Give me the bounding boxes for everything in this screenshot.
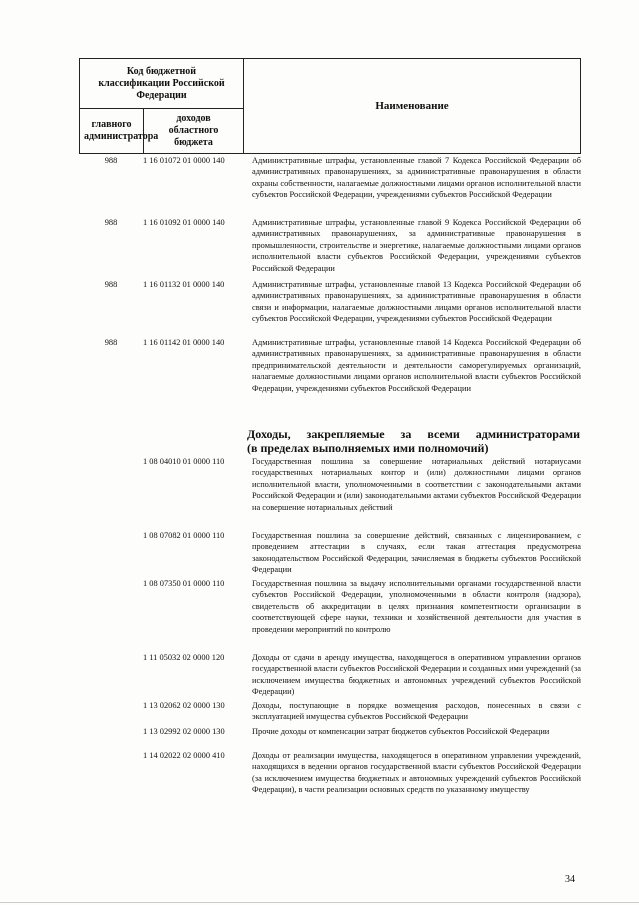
- income-code: 1 13 02062 02 0000 130: [143, 701, 225, 710]
- income-code: 1 08 07350 01 0000 110: [143, 579, 225, 588]
- table-row: [79, 700, 581, 726]
- header-income: доходов областного бюджета: [144, 109, 244, 154]
- income-code: 1 13 02992 02 0000 130: [143, 727, 225, 736]
- row-name: Административные штрафы, установленные главой 9 Кодекса Российской Федерации об административных правонарушениях, за административные правонарушения в промышленности, строительстве и энергетике, налагаемые должностными лицами органов исполнительной власти субъектов Российской Федерации, учреждениями субъектов Российской Федерации: [252, 218, 581, 273]
- header-code-group: Код бюджетной классификации Российской Федерации: [80, 59, 244, 109]
- table-row: [79, 337, 581, 409]
- row-name: Административные штрафы, установленные главой 7 Кодекса Российской Федерации об административных правонарушениях, за административные правонарушения в области охраны собственности, налагаемые должностными лицами органов исполнительной власти субъектов Российской Федерации, учреждениями субъектов Российской Федерации: [252, 156, 581, 200]
- row-name: Административные штрафы, установленные главой 13 Кодекса Российской Федерации об административных правонарушениях, за административные правонарушения в области связи и информации, налагаемые должностными лицами органов исполнительной власти субъектов Российской Федерации, учреждениями субъектов Российской Федерации: [252, 280, 581, 324]
- table-row: [79, 652, 581, 700]
- page-number: 34: [565, 874, 575, 885]
- income-code: 1 14 02022 02 0000 410: [143, 751, 225, 760]
- row-name: Государственная пошлина за совершение действий, связанных с лицензированием, с проведением аттестации в случаях, если такая аттестация предусмотрена законодательством Российской Федерации, зачисляемая в бюджеты субъектов Российской Федерации: [252, 531, 581, 575]
- admin-code: 988: [104, 218, 118, 227]
- section-title-line-1: Доходы, закрепляемые за всеми администраторами: [247, 427, 580, 441]
- row-name: Доходы от сдачи в аренду имущества, находящегося в оперативном управлении органов государственной власти субъектов Российской Федерации и созданных ими учреждений (за исключением имущества бюджетных и автономных учреждений субъектов Российской Федерации): [252, 653, 581, 697]
- table-row: [79, 217, 581, 279]
- admin-code: 988: [104, 280, 118, 289]
- row-name: Административные штрафы, установленные главой 14 Кодекса Российской Федерации об административных правонарушениях, за административные правонарушения в области предпринимательской деятельности и деятельности саморегулируемых организаций, налагаемые должностными лицами органов исполнительной власти субъектов Российской Федерации, учреждениями субъектов Российской Федерации: [252, 338, 581, 393]
- table-row: [79, 456, 581, 530]
- row-name: Доходы, поступающие в порядке возмещения расходов, понесенных в связи с эксплуатацией имущества субъектов Российской Федерации: [252, 701, 581, 722]
- income-code: 1 11 05032 02 0000 120: [143, 653, 225, 662]
- scan-edge: [0, 902, 639, 903]
- table-header: [79, 58, 581, 154]
- rows-group-2: [79, 456, 581, 810]
- income-code: 1 16 01142 01 0000 140: [143, 338, 225, 347]
- table-row: [79, 155, 581, 217]
- income-code: 1 16 01132 01 0000 140: [143, 280, 225, 289]
- table-row: [79, 750, 581, 810]
- rows-group-1: [79, 155, 581, 409]
- admin-code: 988: [104, 156, 118, 165]
- income-code: 1 16 01072 01 0000 140: [143, 156, 225, 165]
- income-code: 1 08 07082 01 0000 110: [143, 531, 225, 540]
- income-code: 1 08 04010 01 0000 110: [143, 457, 225, 466]
- header-name: Наименование: [244, 59, 581, 154]
- table-row: [79, 279, 581, 337]
- header-admin: главного администратора: [80, 109, 144, 154]
- row-name: Доходы от реализации имущества, находящегося в оперативном управлении учреждений, находящихся в ведении органов государственной власти субъектов Российской Федерации (за исключением имущества бюджетных и автономных учреждений субъектов Российской Федерации), в части реализации основных средств по указанному имуществу: [252, 751, 581, 795]
- row-name: Прочие доходы от компенсации затрат бюджетов субъектов Российской Федерации: [252, 727, 550, 736]
- table-row: [79, 530, 581, 578]
- section-title: [247, 427, 580, 455]
- row-name: Государственная пошлина за совершение нотариальных действий нотариусами государственных нотариальных контор и (или) должностными лицами органов исполнительной власти, уполномоченными в соответствии с законодательными актами Российской Федерации и (или) законодательными актами субъектов Российской Федерации на совершение нотариальных действий: [252, 457, 581, 512]
- row-name: Государственная пошлина за выдачу исполнительными органами государственной власти субъектов Российской Федерации, уполномоченными в области контроля (надзора), свидетельств об аккредитации в целях признания компетентности организации в соответствующей сфере науки, техники и хозяйственной деятельности для участия в проведении мероприятий по контролю: [252, 579, 581, 634]
- income-code: 1 16 01092 01 0000 140: [143, 218, 225, 227]
- table-row: [79, 578, 581, 652]
- table-row: [79, 726, 581, 750]
- admin-code: 988: [104, 338, 118, 347]
- section-title-line-2: (в пределах выполняемых ими полномочий): [247, 441, 489, 455]
